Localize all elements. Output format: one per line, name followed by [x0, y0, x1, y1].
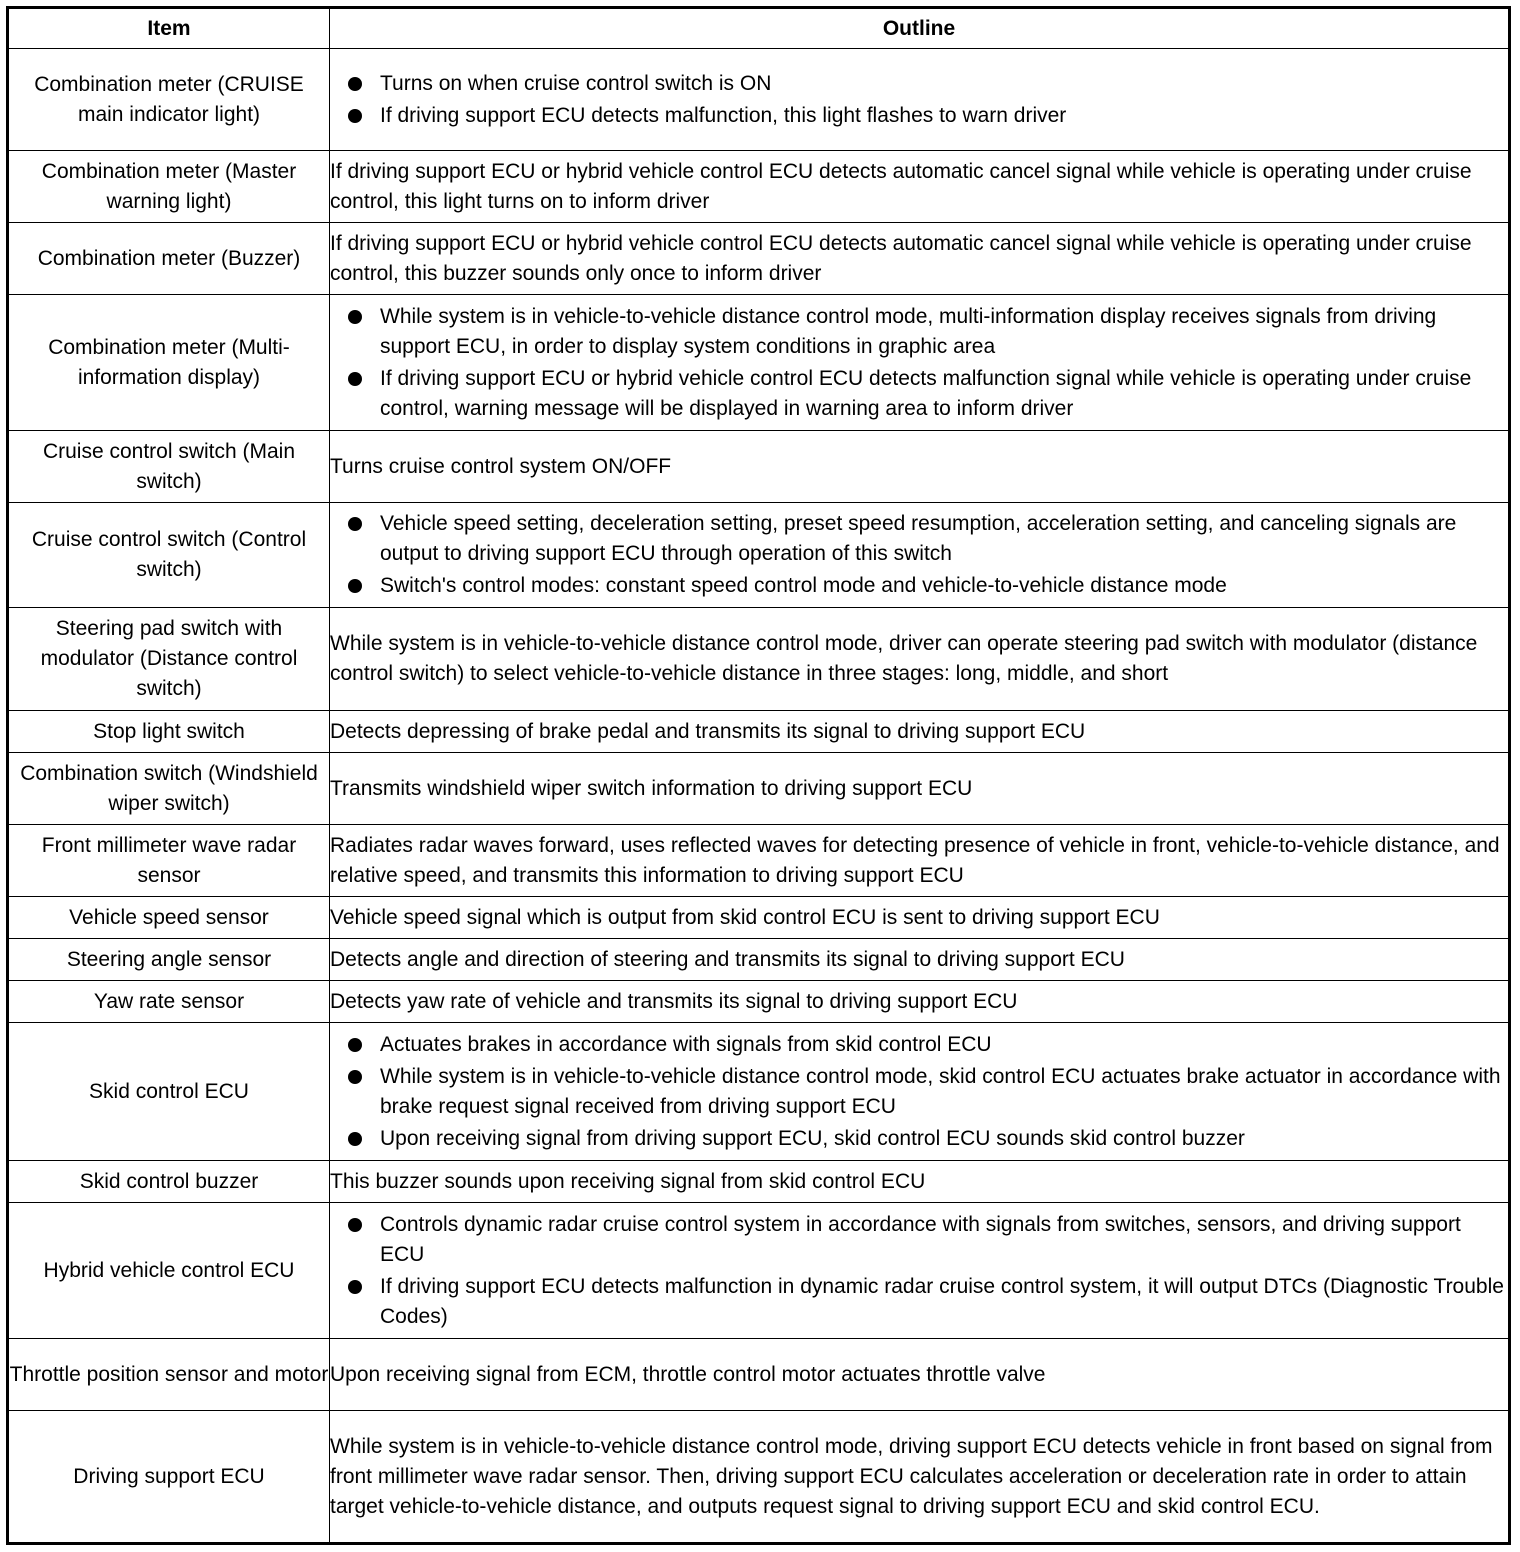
- outline-cell: [330, 753, 1510, 825]
- bullet-text: If driving support ECU or hybrid vehicle control ECU detects malfunction signal while vehicle is operating under cruise control, warning message will be displayed in warning area to inform driver: [380, 366, 1472, 420]
- bullet-list: [330, 509, 1508, 601]
- bullet-item: [330, 302, 1508, 362]
- outline-cell: [330, 1023, 1510, 1161]
- item-cell: Vehicle speed sensor: [8, 897, 330, 939]
- table-row: [8, 753, 1510, 825]
- bullet-item: [330, 509, 1508, 569]
- table-row: [8, 1339, 1510, 1411]
- bullet-text: Vehicle speed setting, deceleration setting, preset speed resumption, acceleration setting, and canceling signals are output to driving support ECU through operation of this switch: [380, 512, 1457, 565]
- table-row: [8, 711, 1510, 753]
- outline-text: Turns cruise control system ON/OFF: [330, 454, 672, 478]
- table-row: [8, 1203, 1510, 1339]
- table-row: [8, 503, 1510, 608]
- outline-cell: [330, 295, 1510, 431]
- item-cell: Combination meter (Master warning light): [8, 151, 330, 223]
- table-row: [8, 1411, 1510, 1544]
- component-outline-table: [6, 6, 1511, 1545]
- outline-text: Vehicle speed signal which is output from skid control ECU is sent to driving support ECU: [330, 905, 1160, 929]
- outline-text: Detects yaw rate of vehicle and transmits its signal to driving support ECU: [330, 989, 1018, 1013]
- bullet-item: [330, 1030, 1508, 1060]
- bullet-dot-icon: [348, 372, 362, 386]
- bullet-text: If driving support ECU detects malfunction, this light flashes to warn driver: [380, 103, 1067, 127]
- table-row: [8, 431, 1510, 503]
- table-row: [8, 939, 1510, 981]
- table-body: [8, 49, 1510, 1544]
- bullet-text: While system is in vehicle-to-vehicle distance control mode, multi-information display receives signals from driving support ECU, in order to display system conditions in graphic area: [380, 304, 1437, 358]
- outline-cell: [330, 1161, 1510, 1203]
- bullet-text: While system is in vehicle-to-vehicle distance control mode, skid control ECU actuates brake actuator in accordance with brake request signal received from driving support ECU: [380, 1064, 1501, 1118]
- table-row: [8, 608, 1510, 711]
- item-cell: Cruise control switch (Control switch): [8, 503, 330, 608]
- bullet-item: [330, 1210, 1508, 1270]
- item-cell: Hybrid vehicle control ECU: [8, 1203, 330, 1339]
- item-cell: Combination switch (Windshield wiper switch): [8, 753, 330, 825]
- bullet-text: Switch's control modes: constant speed control mode and vehicle-to-vehicle distance mode: [380, 574, 1227, 597]
- outline-text: Detects angle and direction of steering and transmits its signal to driving support ECU: [330, 947, 1125, 971]
- item-cell: Combination meter (Buzzer): [8, 223, 330, 295]
- outline-cell: [330, 431, 1510, 503]
- item-cell: Steering pad switch with modulator (Distance control switch): [8, 608, 330, 711]
- table-row: [8, 1161, 1510, 1203]
- bullet-item: [330, 364, 1508, 424]
- outline-cell: [330, 1411, 1510, 1544]
- outline-text: If driving support ECU or hybrid vehicle control ECU detects automatic cancel signal while vehicle is operating under cruise control, this light turns on to inform driver: [330, 159, 1472, 213]
- bullet-dot-icon: [348, 517, 362, 531]
- bullet-dot-icon: [348, 1070, 362, 1084]
- bullet-item: [330, 1062, 1508, 1122]
- item-cell: Steering angle sensor: [8, 939, 330, 981]
- item-cell: Combination meter (Multi-information display): [8, 295, 330, 431]
- table-row: [8, 151, 1510, 223]
- outline-text: Detects depressing of brake pedal and transmits its signal to driving support ECU: [330, 719, 1086, 743]
- bullet-dot-icon: [348, 1038, 362, 1052]
- table-row: [8, 223, 1510, 295]
- bullet-list: [330, 302, 1508, 424]
- bullet-dot-icon: [348, 1280, 362, 1294]
- header-item: Item: [8, 8, 330, 49]
- outline-cell: [330, 825, 1510, 897]
- item-cell: Yaw rate sensor: [8, 981, 330, 1023]
- outline-cell: [330, 897, 1510, 939]
- outline-cell: [330, 151, 1510, 223]
- outline-cell: [330, 503, 1510, 608]
- bullet-list: [330, 69, 1508, 131]
- bullet-text: If driving support ECU detects malfunction in dynamic radar cruise control system, it will output DTCs (Diagnostic Trouble Codes): [380, 1274, 1504, 1328]
- item-cell: Skid control ECU: [8, 1023, 330, 1161]
- item-cell: Driving support ECU: [8, 1411, 330, 1544]
- outline-cell: [330, 608, 1510, 711]
- bullet-dot-icon: [348, 77, 362, 91]
- bullet-item: [330, 1124, 1508, 1154]
- bullet-item: [330, 69, 1508, 99]
- outline-text: If driving support ECU or hybrid vehicle control ECU detects automatic cancel signal while vehicle is operating under cruise control, this buzzer sounds only once to inform driver: [330, 231, 1472, 285]
- table-row: [8, 825, 1510, 897]
- bullet-dot-icon: [348, 310, 362, 324]
- outline-cell: [330, 981, 1510, 1023]
- header-outline: Outline: [330, 8, 1510, 49]
- item-cell: Throttle position sensor and motor: [8, 1339, 330, 1411]
- outline-cell: [330, 49, 1510, 151]
- table-row: [8, 981, 1510, 1023]
- item-cell: Cruise control switch (Main switch): [8, 431, 330, 503]
- outline-cell: [330, 1203, 1510, 1339]
- table-row: [8, 1023, 1510, 1161]
- bullet-item: [330, 101, 1508, 131]
- bullet-text: Actuates brakes in accordance with signals from skid control ECU: [380, 1032, 992, 1056]
- bullet-dot-icon: [348, 579, 362, 593]
- table-header-row: [8, 8, 1510, 49]
- document-page: [6, 6, 1511, 1545]
- outline-cell: [330, 711, 1510, 753]
- item-cell: Stop light switch: [8, 711, 330, 753]
- outline-text: While system is in vehicle-to-vehicle distance control mode, driver can operate steering pad switch with modulator (distance control switch) to select vehicle-to-vehicle distance in three stages: long, middle, and short: [330, 632, 1478, 685]
- table-row: [8, 49, 1510, 151]
- outline-text: Radiates radar waves forward, uses reflected waves for detecting presence of vehicle in front, vehicle-to-vehicle distance, and relative speed, and transmits this information to driving support ECU: [330, 833, 1500, 887]
- item-cell: Skid control buzzer: [8, 1161, 330, 1203]
- bullet-list: [330, 1030, 1508, 1154]
- bullet-dot-icon: [348, 1218, 362, 1232]
- outline-text: This buzzer sounds upon receiving signal from skid control ECU: [330, 1169, 926, 1193]
- outline-text: Transmits windshield wiper switch information to driving support ECU: [330, 776, 973, 800]
- item-cell: Combination meter (CRUISE main indicator light): [8, 49, 330, 151]
- outline-cell: [330, 223, 1510, 295]
- table-row: [8, 897, 1510, 939]
- bullet-text: Controls dynamic radar cruise control system in accordance with signals from switches, sensors, and driving support ECU: [380, 1212, 1461, 1266]
- bullet-item: [330, 1272, 1508, 1332]
- table-row: [8, 295, 1510, 431]
- outline-cell: [330, 1339, 1510, 1411]
- outline-text: While system is in vehicle-to-vehicle distance control mode, driving support ECU detects vehicle in front based on signal from front millimeter wave radar sensor. Then, driving support ECU calculates acceleration or deceleration rate in order to attain target vehicle-to-vehicle distance, and outputs request signal to driving support ECU and skid control ECU.: [330, 1434, 1493, 1518]
- bullet-dot-icon: [348, 109, 362, 123]
- item-cell: Front millimeter wave radar sensor: [8, 825, 330, 897]
- outline-cell: [330, 939, 1510, 981]
- outline-text: Upon receiving signal from ECM, throttle control motor actuates throttle valve: [330, 1362, 1046, 1386]
- bullet-text: Turns on when cruise control switch is ON: [380, 71, 772, 95]
- bullet-dot-icon: [348, 1132, 362, 1146]
- bullet-item: [330, 571, 1508, 601]
- bullet-list: [330, 1210, 1508, 1332]
- bullet-text: Upon receiving signal from driving support ECU, skid control ECU sounds skid control buzzer: [380, 1126, 1245, 1150]
